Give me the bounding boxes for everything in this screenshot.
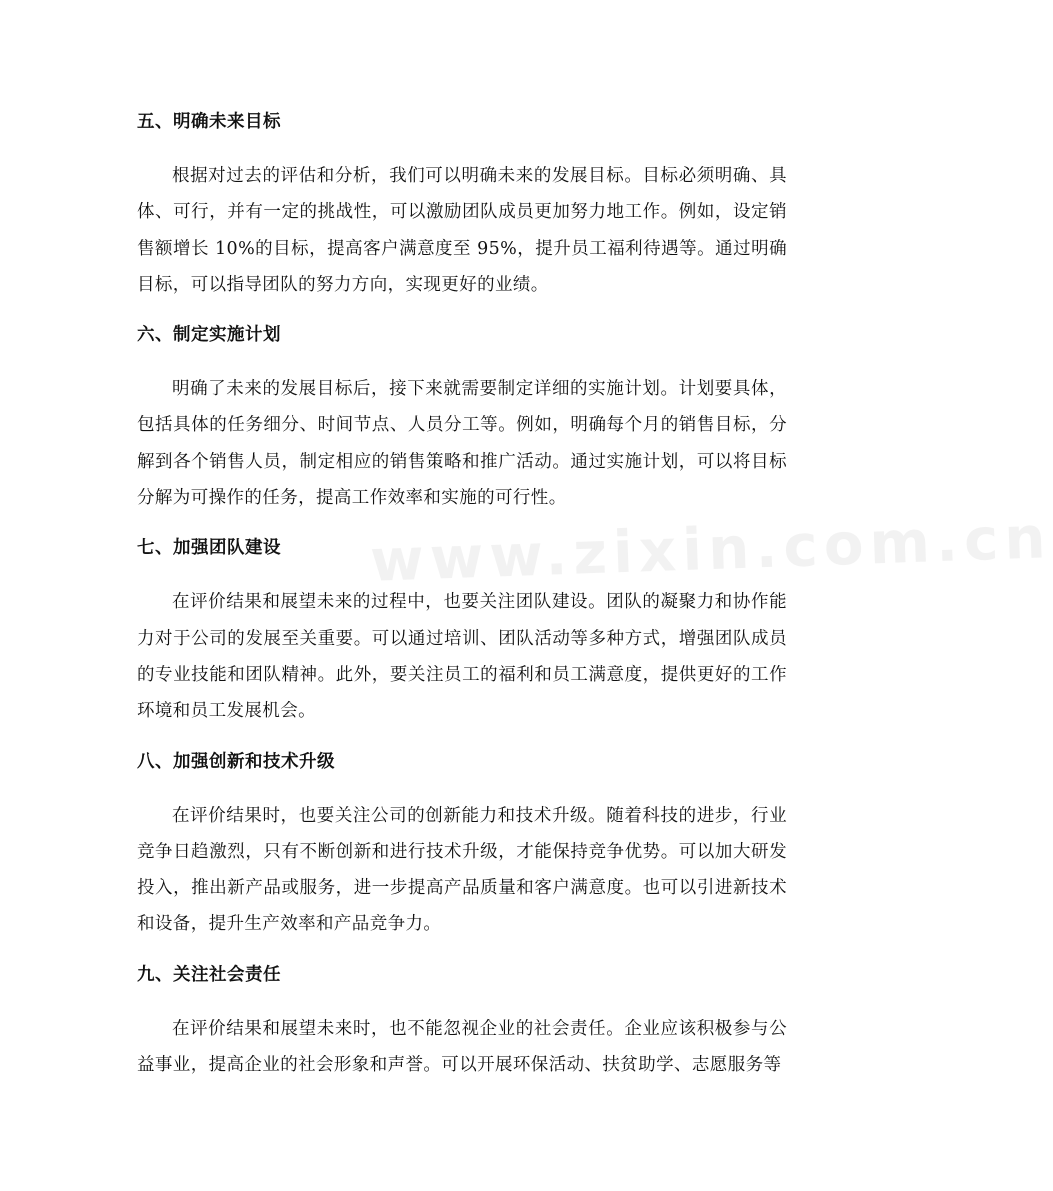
section-paragraph: 在评价结果和展望未来时，也不能忽视企业的社会责任。企业应该积极参与公益事业，提高企业的社会形象和声誉。可以开展环保活动、扶贫助学、志愿服务等 [137,1018,787,1076]
section-paragraph: 明确了未来的发展目标后，接下来就需要制定详细的实施计划。计划要具体，包括具体的任务细分、时间节点、人员分工等。例如，明确每个月的销售目标，分解到各个销售人员，制定相应的销售策略和推广活动。通过实施计划，可以将目标分解为可操作的任务，提高工作效率和实施的可行性。 [137,379,787,509]
section-heading: 六、制定实施计划 [137,325,281,346]
section-9 [137,961,787,1084]
section-paragraph: 根据对过去的评估和分析，我们可以明确未来的发展目标。目标必须明确、具体、可行，并有一定的挑战性，可以激励团队成员更加努力地工作。例如，设定销售额增长 10%的目标，提高客户满意度至 95%，提升员工福利待遇等。通过明确目标，可以指导团队的努力方向，实现更好的业绩。 [137,166,787,295]
watermark: www.zixin.com.cn [369,503,1053,595]
section-heading: 五、明确未来目标 [137,112,281,132]
section-6 [137,321,787,516]
section-heading: 九、关注社会责任 [137,964,281,985]
section-heading: 七、加强团队建设 [137,538,281,559]
section-paragraph: 在评价结果时，也要关注公司的创新能力和技术升级。随着科技的进步，行业竞争日趋激烈，只有不断创新和进行技术升级，才能保持竞争优势。可以加大研发投入，推出新产品或服务，进一步提高产品质量和客户满意度。也可以引进新技术和设备，提升生产效率和产品竞争力。 [137,805,787,935]
section-5 [137,108,787,303]
section-paragraph: 在评价结果和展望未来的过程中，也要关注团队建设。团队的凝聚力和协作能力对于公司的发展至关重要。可以通过培训、团队活动等多种方式，增强团队成员的专业技能和团队精神。此外，要关注员工的福利和员工满意度，提供更好的工作环境和员工发展机会。 [137,592,787,722]
section-8 [137,748,787,943]
document-body [137,108,787,1101]
section-heading: 八、加强创新和技术升级 [137,751,335,772]
section-7 [137,534,787,729]
